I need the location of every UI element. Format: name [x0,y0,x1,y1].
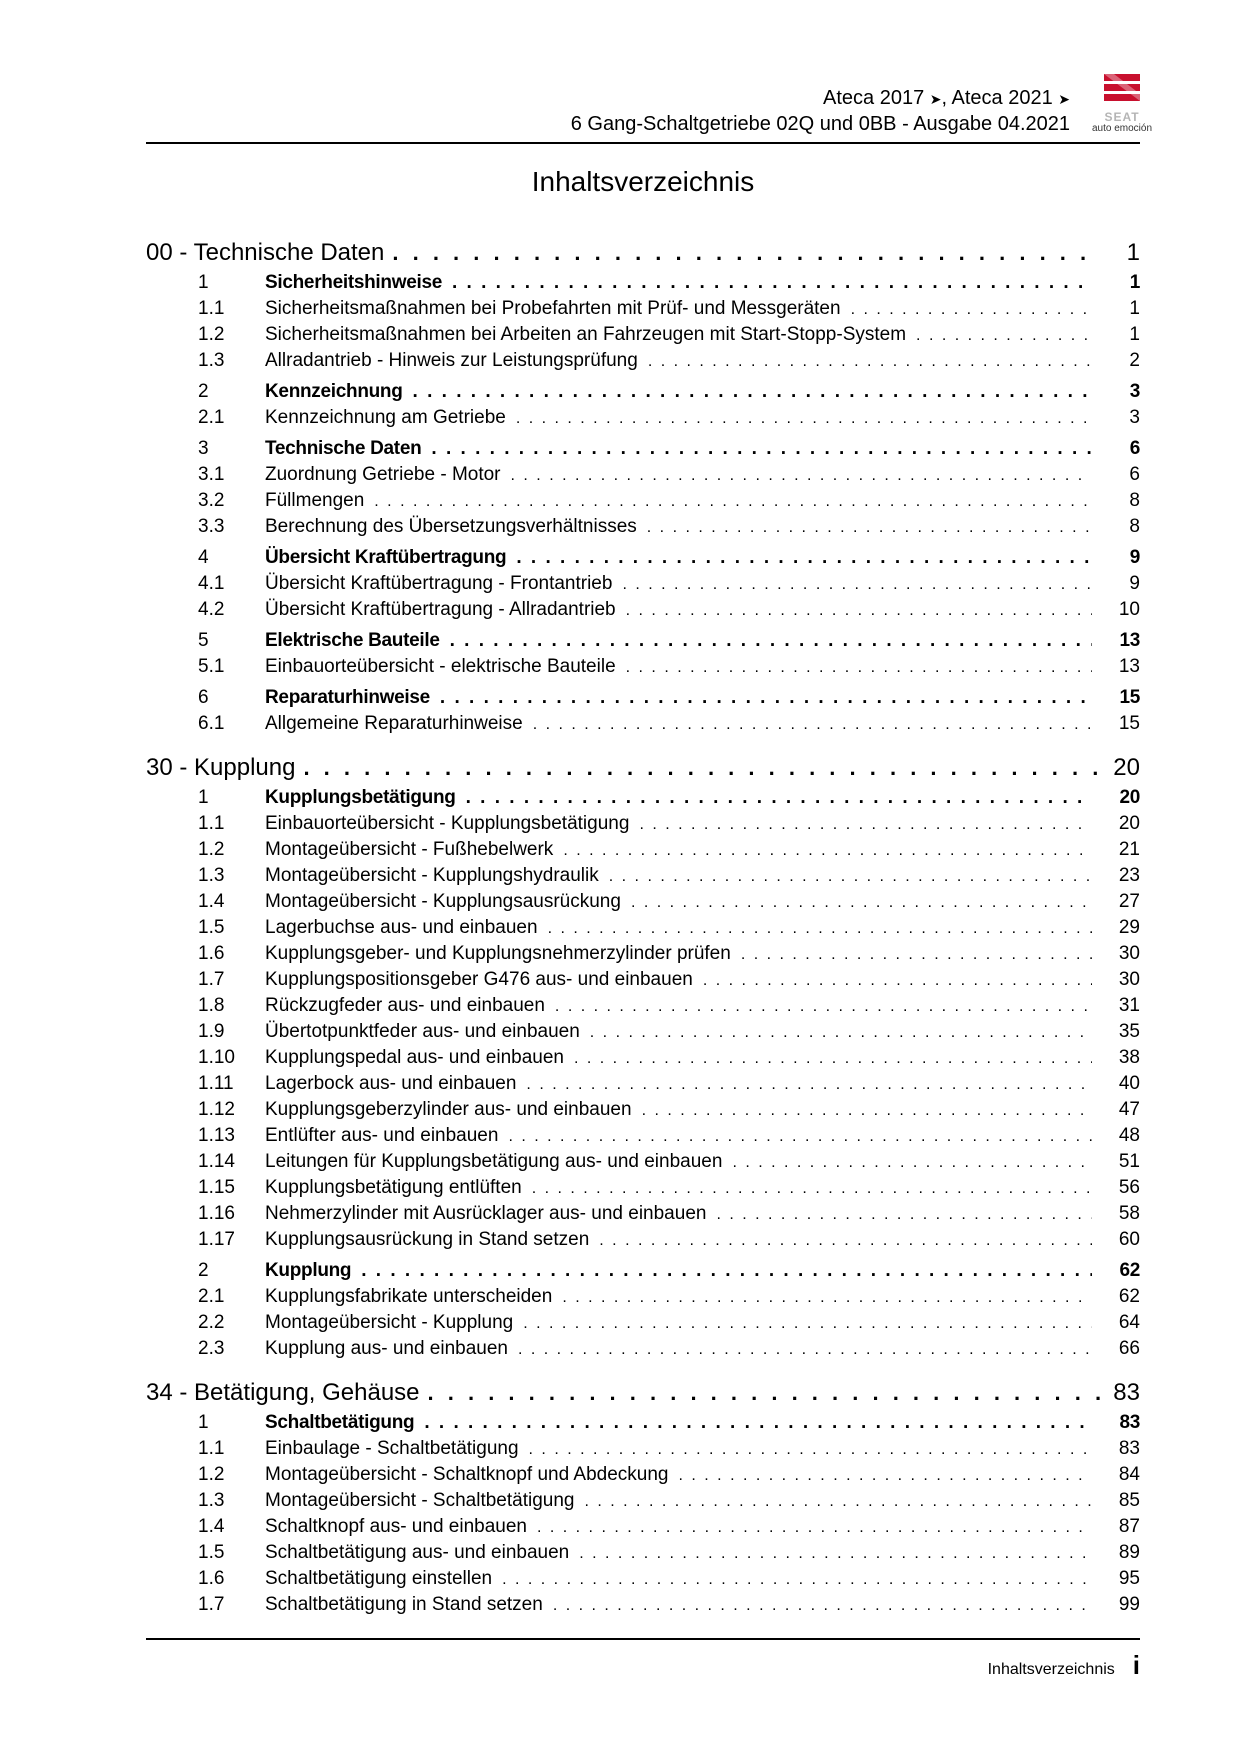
toc-label: Montageübersicht - Fußhebelwerk [265,839,554,860]
toc-number: 1.3 [198,1490,225,1511]
toc-leader-dots [732,1150,1092,1176]
toc-label: Kupplungsgeber- und Kupplungsnehmerzylinder prüfen [265,943,731,964]
toc-subsection[interactable] [146,1514,1140,1540]
toc-subsection[interactable] [146,837,1140,863]
toc-number: 2.1 [198,407,225,428]
toc-label: Montageübersicht - Schaltbetätigung [265,1490,575,1511]
toc-page-number: 13 [1119,630,1140,651]
toc-page-number: 85 [1118,1490,1140,1511]
toc-label: Füllmengen [265,490,365,511]
toc-label: Schaltknopf aus- und einbauen [265,1516,527,1537]
toc-number: 1 [198,1412,209,1433]
toc-page-number: 51 [1118,1151,1140,1172]
toc-label: Kupplungsbetätigung entlüften [265,1177,522,1198]
toc-number: 1.1 [198,1438,225,1459]
header-divider [146,142,1140,144]
toc-label: Kennzeichnung am Getriebe [265,407,506,428]
toc-number: 1.16 [198,1203,235,1224]
toc-page-number: 1 [1129,272,1140,293]
toc-page-number: 1 [1129,324,1140,345]
toc-leader-dots [639,812,1092,838]
toc-section[interactable] [146,545,1140,571]
header-edition-line: 6 Gang-Schaltgetriebe 02Q und 0BB - Ausgabe 04.2021 [570,113,1070,135]
toc-leader-dots [466,785,1092,811]
toc-leader-dots [562,1285,1092,1311]
toc-page-number: 9 [1129,547,1140,568]
toc-leader-dots [518,1337,1092,1363]
toc-leader-dots [548,916,1092,942]
toc-label: Schaltbetätigung einstellen [265,1568,493,1589]
toc-page-number: 20 [1113,754,1140,781]
header-model-2: , Ateca 2021 [941,87,1053,109]
toc-number: 2 [198,381,209,402]
toc-label: Berechnung des Übersetzungsverhältnisses [265,516,637,537]
toc-number: 1.11 [198,1073,234,1094]
toc-label: Sicherheitsmaßnahmen bei Probefahrten mit Prüf- und Messgeräten [265,298,841,319]
toc-page-number: 83 [1113,1379,1140,1406]
toc-number: 4.2 [198,599,225,620]
toc-page-number: 1 [1126,239,1140,266]
toc-page-number: 20 [1118,813,1140,834]
toc-label: Schaltbetätigung aus- und einbauen [265,1542,570,1563]
toc-label: Kupplungsbetätigung [265,787,456,808]
toc-page-number: 40 [1118,1073,1140,1094]
toc-leader-dots [431,436,1092,462]
toc-page-number: 83 [1118,1438,1140,1459]
toc-number: 1.15 [198,1177,235,1198]
toc-label: Montageübersicht - Kupplung [265,1312,514,1333]
footer-divider [146,1638,1140,1640]
toc-label: Montageübersicht - Schaltknopf und Abdeckung [265,1464,669,1485]
toc-leader-dots [516,545,1092,571]
toc-leader-dots [574,1046,1092,1072]
toc-page-number: 1 [1129,298,1140,319]
toc-number: 4 [198,547,209,568]
toc-label: Kupplung [265,1260,352,1281]
toc-label: Schaltbetätigung [265,1412,415,1433]
footer-page-number: i [1132,1650,1140,1680]
page-title: Inhaltsverzeichnis [531,166,755,197]
toc-leader-dots [626,598,1092,624]
toc-page-number: 38 [1118,1047,1140,1068]
toc-number: 1.1 [198,813,225,834]
toc-page-number: 99 [1118,1594,1140,1615]
toc-number: 1.7 [198,1594,225,1615]
toc-number: 1.2 [198,1464,225,1485]
toc-leader-dots [413,379,1092,405]
toc-subsection[interactable] [146,348,1140,374]
toc-leader-dots [361,1258,1092,1284]
toc-number: 1.4 [198,1516,225,1537]
toc-page-number: 8 [1129,490,1140,511]
toc-number: 1.10 [198,1047,235,1068]
toc-label: 30 - Kupplung [146,754,296,781]
toc-label: Kupplungsfabrikate unterscheiden [265,1286,553,1307]
toc-label: Nehmerzylinder mit Ausrücklager aus- und einbauen [265,1203,707,1224]
toc-page-number: 62 [1119,1260,1140,1281]
toc-page-number: 56 [1118,1177,1140,1198]
toc-label: Sicherheitshinweise [265,272,442,293]
toc-number: 4.1 [198,573,225,594]
toc-number: 1.9 [198,1021,225,1042]
toc-subsection[interactable] [146,1227,1140,1253]
toc-page-number: 3 [1129,381,1140,402]
toc-section[interactable] [146,1258,1140,1284]
toc-number: 1.12 [198,1099,235,1120]
toc-leader-dots [590,1020,1092,1046]
toc-section[interactable] [146,436,1140,462]
toc-page-number: 23 [1118,865,1140,886]
toc-label: Zuordnung Getriebe - Motor [265,464,501,485]
toc-label: 34 - Betätigung, Gehäuse [146,1379,420,1406]
toc-label: Kennzeichnung [265,381,403,402]
toc-label: Kupplungsausrückung in Stand setzen [265,1229,590,1250]
toc-subsection[interactable] [146,1284,1140,1310]
toc-leader-dots [511,463,1092,489]
toc-label: Einbauorteübersicht - Kupplungsbetätigung [265,813,630,834]
toc-page-number: 8 [1129,516,1140,537]
toc-page-number: 66 [1118,1338,1140,1359]
toc-subsection[interactable] [146,296,1140,322]
toc-section[interactable] [146,785,1140,811]
toc-number: 1.5 [198,1542,225,1563]
toc-number: 5.1 [198,656,225,677]
toc-section[interactable] [146,1410,1140,1436]
toc-leader-dots [537,1515,1092,1541]
toc-leader-dots [642,1098,1092,1124]
toc-number: 1 [198,787,209,808]
toc-subsection[interactable] [146,514,1140,540]
toc-label: Sicherheitsmaßnahmen bei Arbeiten an Fahrzeugen mit Start-Stopp-System [265,324,907,345]
footer-label: Inhaltsverzeichnis [987,1661,1115,1678]
toc-subsection[interactable] [146,1566,1140,1592]
toc-subsection[interactable] [146,915,1140,941]
toc-leader-dots [716,1202,1092,1228]
toc-page-number: 60 [1118,1229,1140,1250]
header-model-line [571,86,1070,112]
toc-label: Kupplungspedal aus- und einbauen [265,1047,564,1068]
toc-leader-dots [529,1437,1092,1463]
toc-subsection[interactable] [146,1540,1140,1566]
toc-page-number: 9 [1129,573,1140,594]
toc-number: 1 [198,272,209,293]
toc-subsection[interactable] [146,1071,1140,1097]
logo-wordmark: SEAT [1104,110,1140,124]
toc-number: 1.14 [198,1151,235,1172]
toc-label: Allradantrieb - Hinweis zur Leistungsprüfung [265,350,638,371]
toc-number: 1.6 [198,943,225,964]
toc-subsection[interactable] [146,1436,1140,1462]
toc-page-number: 62 [1118,1286,1140,1307]
toc-leader-dots [741,942,1092,968]
toc-leader-dots [502,1567,1092,1593]
toc-page-number: 89 [1118,1542,1140,1563]
toc-subsection[interactable] [146,1488,1140,1514]
toc-leader-dots [523,1311,1092,1337]
toc-number: 1.6 [198,1568,225,1589]
toc-chapter[interactable] [146,751,1140,785]
toc-leader-dots [916,323,1092,349]
toc-leader-dots [532,1176,1092,1202]
toc-label: Technische Daten [265,438,422,459]
toc-leader-dots [516,406,1092,432]
logo-tagline: auto emoción [1091,123,1153,134]
toc-leader-dots [851,297,1092,323]
header-model-1: Ateca 2017 [823,87,925,109]
toc-number: 2.2 [198,1312,225,1333]
toc-leader-dots [452,270,1092,296]
toc-number: 1.13 [198,1125,235,1146]
toc-subsection[interactable] [146,405,1140,431]
toc-leader-dots [392,236,1100,270]
toc-number: 1.2 [198,324,225,345]
toc-subsection[interactable] [146,1123,1140,1149]
toc-page-number: 47 [1118,1099,1140,1120]
toc-label: Rückzugfeder aus- und einbauen [265,995,545,1016]
toc-label: Allgemeine Reparaturhinweise [265,713,523,734]
toc-number: 6 [198,687,209,708]
toc-subsection[interactable] [146,967,1140,993]
toc-number: 3 [198,438,209,459]
toc-leader-dots [428,1376,1100,1410]
toc-leader-dots [631,890,1092,916]
toc-page-number: 29 [1118,917,1140,938]
toc-section[interactable] [146,685,1140,711]
toc-leader-dots [553,1593,1092,1619]
toc-number: 3.3 [198,516,225,537]
toc-number: 1.17 [198,1229,235,1250]
toc-section[interactable] [146,628,1140,654]
toc-leader-dots [450,628,1092,654]
toc-leader-dots [648,349,1092,375]
toc-leader-dots [599,1228,1092,1254]
toc-leader-dots [303,751,1100,785]
toc-leader-dots [622,572,1092,598]
toc-subsection[interactable] [146,1149,1140,1175]
document-header [571,86,1070,137]
toc-page-number: 84 [1118,1464,1140,1485]
toc-number: 1.8 [198,995,225,1016]
toc-label: Einbauorteübersicht - elektrische Bauteile [265,656,616,677]
toc-page-number: 87 [1118,1516,1140,1537]
toc-label: Übertotpunktfeder aus- und einbauen [265,1021,580,1042]
toc-number: 2.3 [198,1338,225,1359]
toc-label: Übersicht Kraftübertragung - Frontantrieb [265,573,613,594]
toc-page-number: 58 [1118,1203,1140,1224]
toc-subsection[interactable] [146,941,1140,967]
toc-page-number: 64 [1118,1312,1140,1333]
toc-chapter[interactable] [146,1376,1140,1410]
toc-page-number: 30 [1118,969,1140,990]
toc-label: Einbaulage - Schaltbetätigung [265,1438,519,1459]
toc-leader-dots [526,1072,1092,1098]
toc-label: Montageübersicht - Kupplungsausrückung [265,891,621,912]
toc-page-number: 48 [1118,1125,1140,1146]
toc-subsection[interactable] [146,1201,1140,1227]
toc-page-number: 95 [1118,1568,1140,1589]
toc-label: Kupplung aus- und einbauen [265,1338,508,1359]
arrow-right-icon: ➤ [1058,91,1070,107]
toc-leader-dots [679,1463,1093,1489]
toc-subsection[interactable] [146,488,1140,514]
toc-page-number: 3 [1129,407,1140,428]
toc-subsection[interactable] [146,1336,1140,1362]
toc-number: 1.3 [198,350,225,371]
toc-leader-dots [609,864,1092,890]
toc-leader-dots [584,1489,1092,1515]
toc-number: 2 [198,1260,209,1281]
toc-label: Entlüfter aus- und einbauen [265,1125,499,1146]
toc-page-number: 27 [1118,891,1140,912]
seat-logo [1086,72,1158,132]
toc-number: 1.3 [198,865,225,886]
toc-leader-dots [555,994,1092,1020]
toc-chapter[interactable] [146,236,1140,270]
arrow-right-icon: ➤ [929,91,942,107]
toc-number: 2.1 [198,1286,225,1307]
toc-page-number: 21 [1118,839,1140,860]
toc-section[interactable] [146,379,1140,405]
toc-label: Elektrische Bauteile [265,630,440,651]
toc-leader-dots [374,489,1092,515]
toc-subsection[interactable] [146,1462,1140,1488]
toc-label: Montageübersicht - Kupplungshydraulik [265,865,599,886]
toc-page-number: 35 [1118,1021,1140,1042]
toc-label: Übersicht Kraftübertragung [265,547,507,568]
toc-page-number: 30 [1118,943,1140,964]
toc-label: Reparaturhinweise [265,687,430,708]
toc-page-number: 83 [1119,1412,1140,1433]
toc-leader-dots [563,838,1092,864]
toc-subsection[interactable] [146,1045,1140,1071]
toc-subsection[interactable] [146,462,1140,488]
toc-label: Kupplungspositionsgeber G476 aus- und einbauen [265,969,693,990]
toc-page-number: 15 [1119,687,1140,708]
toc-leader-dots [647,515,1092,541]
seat-emblem-icon [1102,72,1142,104]
toc-subsection[interactable] [146,1310,1140,1336]
toc-leader-dots [533,712,1092,738]
toc-number: 1.4 [198,891,225,912]
toc-label: Schaltbetätigung in Stand setzen [265,1594,543,1615]
toc-label: Lagerbock aus- und einbauen [265,1073,517,1094]
toc-number: 1.1 [198,298,225,319]
toc-subsection[interactable] [146,1097,1140,1123]
toc-page-number: 15 [1118,713,1140,734]
toc-subsection[interactable] [146,889,1140,915]
toc-subsection[interactable] [146,711,1140,737]
toc-leader-dots [508,1124,1092,1150]
toc-leader-dots [440,685,1092,711]
toc-page-number: 2 [1129,350,1140,371]
toc-number: 5 [198,630,209,651]
toc-subsection[interactable] [146,322,1140,348]
page-footer [988,1650,1140,1681]
toc-number: 1.7 [198,969,225,990]
toc-leader-dots [424,1410,1092,1436]
toc-page-number: 10 [1118,599,1140,620]
toc-number: 1.5 [198,917,225,938]
toc-leader-dots [579,1541,1092,1567]
toc-label: Kupplungsgeberzylinder aus- und einbauen [265,1099,632,1120]
toc-subsection[interactable] [146,654,1140,680]
table-of-contents [146,236,1140,1618]
toc-page-number: 6 [1129,438,1140,459]
toc-page-number: 13 [1118,656,1140,677]
toc-subsection[interactable] [146,863,1140,889]
toc-subsection[interactable] [146,571,1140,597]
toc-label: 00 - Technische Daten [146,239,385,266]
toc-number: 6.1 [198,713,225,734]
toc-subsection[interactable] [146,597,1140,623]
toc-page-number: 20 [1119,787,1140,808]
toc-number: 3.1 [198,464,225,485]
toc-number: 1.2 [198,839,225,860]
toc-number: 3.2 [198,490,225,511]
toc-subsection[interactable] [146,1019,1140,1045]
toc-subsection[interactable] [146,1175,1140,1201]
toc-page-number: 31 [1118,995,1140,1016]
toc-label: Übersicht Kraftübertragung - Allradantrieb [265,599,616,620]
toc-subsection[interactable] [146,811,1140,837]
toc-label: Lagerbuchse aus- und einbauen [265,917,538,938]
toc-page-number: 6 [1129,464,1140,485]
toc-leader-dots [626,655,1092,681]
toc-subsection[interactable] [146,993,1140,1019]
toc-section[interactable] [146,270,1140,296]
toc-leader-dots [703,968,1092,994]
toc-subsection[interactable] [146,1592,1140,1618]
toc-label: Leitungen für Kupplungsbetätigung aus- und einbauen [265,1151,723,1172]
